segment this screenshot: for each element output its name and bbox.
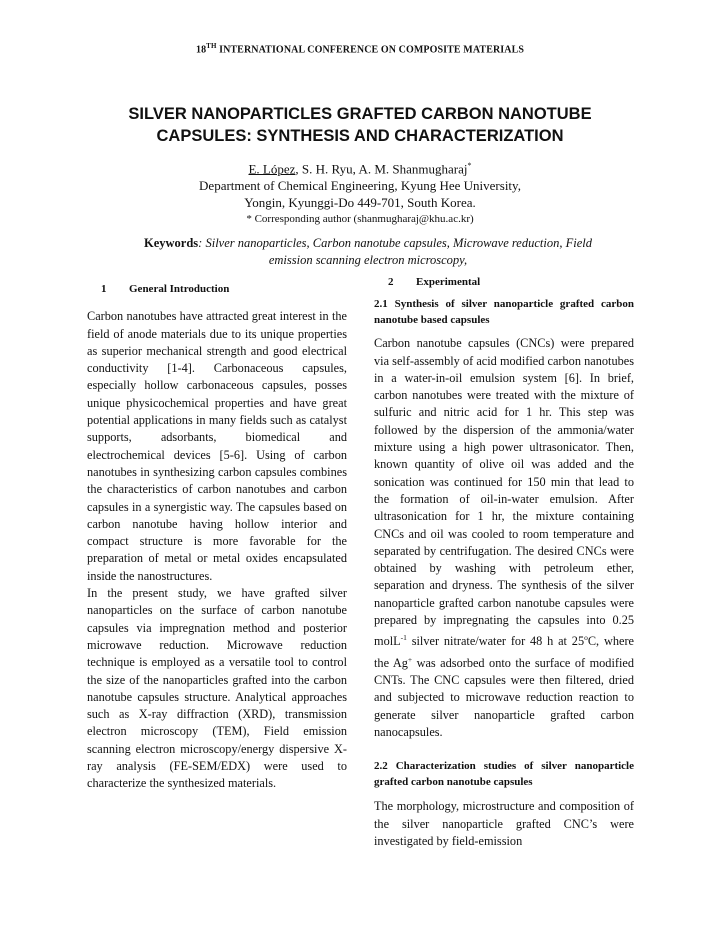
- superscript: +: [407, 654, 413, 664]
- corresponding-author: * Corresponding author (shanmugharaj@khu.ac.kr): [246, 213, 474, 226]
- superscript: -1: [400, 633, 407, 643]
- title-line-1: SILVER NANOPARTICLES GRAFTED CARBON NANOTUBE: [128, 105, 592, 123]
- section-heading-1: [87, 281, 347, 298]
- section-heading-2: [374, 274, 634, 291]
- conference-number: 18: [195, 44, 207, 56]
- keywords-label: Keywords: [144, 236, 199, 250]
- paper-title: [60, 103, 660, 147]
- corresponding-marker: *: [467, 161, 472, 170]
- subsection-2-2-text: The morphology, microstructure and composition of the silver nanoparticle grafted CNC’s were investigated by field-emission: [374, 799, 634, 848]
- conference-name: INTERNATIONAL CONFERENCE ON COMPOSITE MATERIALS: [216, 44, 525, 56]
- keywords-text: Silver nanoparticles, Carbon nanotube capsules, Microwave reduction, Field emission scanning electron microscopy,: [205, 236, 592, 267]
- author-line: [0, 157, 720, 177]
- intro-paragraph-2: In the present study, we have grafted silver nanoparticles on the surface of carbon nanotube capsules via impregnation method and posterior microwave reduction. Microwave reduction technique is employed as a versatile tool to control the size of the nanoparticles grafted into the carbon nanotube capsules structure. Analytical approaches such as X-ray diffraction (XRD), transmission electron microscopy (TEM), Field emission scanning electron microscopy/energy dispersive X-ray analysis (FE-SEM/EDX) were used to characterize the synthesized materials.: [87, 586, 347, 791]
- keywords-colon: :: [198, 236, 206, 250]
- text-run: Carbon nanotube capsules (CNCs) were prepared via self-assembly of acid modified carbon nanotubes in a water-in-oil emulsion system [6]. In brief, carbon nanotubes were treated with the mixture of sulfuric and nitric acid for 1 hr. This step was followed by the dispersion of the ammonia/water mixture using a high power ultrasonicator. Then, known quantity of olive oil was added and the sonication was continued for 150 min that lead to the formation of oil-in-water emulsion. After ultrasonication for 1 hr, the mixture containing CNCs and oil was cooled to room temperature and separated by centrifugation. The desired CNCs were obtained by washing with petroleum ether, separation and dryness. The synthesis of the silver nanoparticle grafted carbon nanotube capsules were prepared by impregnating the capsules into 0.25 molL: [374, 336, 634, 649]
- section-title: General Introduction: [129, 283, 230, 295]
- subsection-heading-2-1: 2.1 Synthesis of silver nanoparticle grafted carbon nanotube based capsules: [374, 298, 634, 327]
- affiliation-line-1: Department of Chemical Engineering, Kyung Hee University,: [199, 178, 521, 194]
- subsection-2-1-text: [374, 335, 634, 741]
- superscript: o: [584, 633, 588, 643]
- keywords-block: [128, 235, 608, 269]
- section-number: 2: [388, 276, 394, 288]
- text-run: silver nitrate/water for 48 h at 25: [406, 634, 585, 649]
- right-column: [374, 274, 634, 850]
- text-run: C, where the Ag: [374, 634, 635, 670]
- conference-number-suffix: TH: [206, 42, 217, 50]
- first-author: E. López: [248, 161, 296, 177]
- running-header: [0, 42, 720, 55]
- section-title: Experimental: [416, 276, 481, 288]
- left-column: [87, 281, 347, 793]
- title-line-2: CAPSULES: SYNTHESIS AND CHARACTERIZATION: [156, 127, 564, 145]
- section-number: 1: [101, 283, 107, 295]
- author-block: [0, 157, 720, 228]
- text-run: was adsorbed onto the surface of modified CNTs. The CNC capsules were then filtered, dried and subjected to microwave reduction reaction to generate silver nanoparticle grafted carbon nanocapsules.: [374, 655, 634, 740]
- subsection-heading-2-2: 2.2 Characterization studies of silver nanoparticle grafted carbon nanotube capsules: [374, 760, 634, 789]
- intro-paragraph-1: Carbon nanotubes have attracted great interest in the field of anode materials due to its unique properties as superior mechanical strength and good electrical conductivity [1-4]. Carbonaceous capsules, especially hollow carbonaceous capsules, posses unique physicochemical properties and have great potential applications in many fields such as catalyst supports, adsorbants, biomedical and electrochemical devices [5-6]. Using of carbon nanotubes in synthesizing carbon capsules combines the characteristics of carbon nanotubes and carbon capsules in a synergistic way. The capsules based on carbon nanotube having hollow interior and compact structure is more favorable for the preparation of metal or metal oxides encapsulated inside the nanostructures.: [87, 309, 347, 583]
- other-authors: , S. H. Ryu, A. M. Shanmugharaj: [295, 161, 468, 177]
- affiliation-line-2: Yongin, Kyunggi-Do 449-701, South Korea.: [244, 195, 476, 211]
